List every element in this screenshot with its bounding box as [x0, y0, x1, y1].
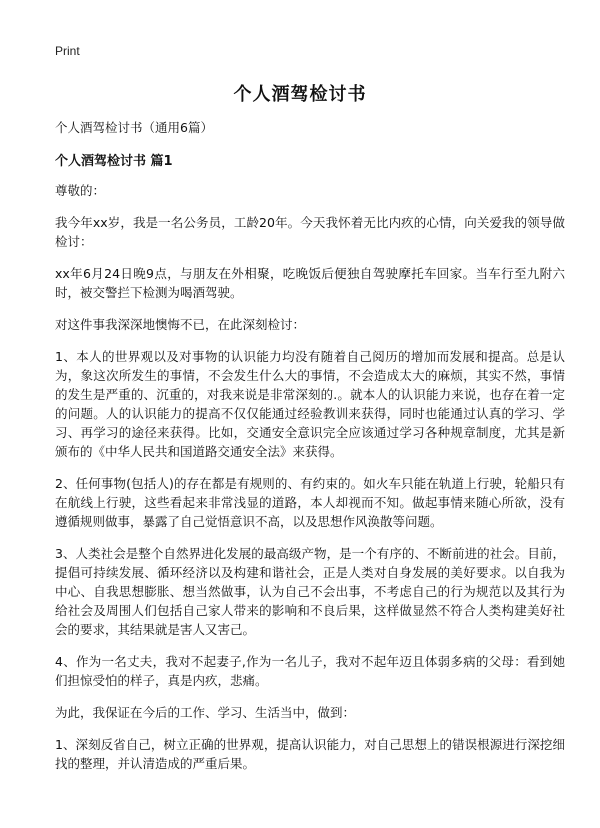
paragraph: 1、本人的世界观以及对事物的认识能力均没有随着自己阅历的增加而发展和提高。总是认为，象这次所发生的事情，不会发生什么大的事情，不会造成太大的麻烦，其实不然，事情的发生是严重的、沉重的，对我来说是非常深刻的.。就本人的认识能力来说，也存在着一定的问题。人的认识能力的提高不仅仅能通过经验教训来获得，同时也能通过认真的学习、学习、再学习的途径来获得。比如，交通安全意识完全应该通过学习各种规章制度，尤其是新颁布的《中华人民共和国道路交通安全法》来获得。: [55, 349, 565, 459]
paragraph: 3、人类社会是整个自然界进化发展的最高级产物，是一个有序的、不断前进的社会。目前，提倡可持续发展、循环经济以及构建和谐社会，正是人类对自身发展的美好要求。以自我为中心、自我思想膨胀、想当然做事，认为自己不会出事，不考虑自己的行为规范以及其行为给社会及周围人们包括自己家人带来的影响和不良后果，这样做显然不符合人类构建美好社会的要求，其结果就是害人又害己。: [55, 546, 565, 637]
paragraph: 4、作为一名丈夫，我对不起妻子,作为一名儿子，我对不起年迈且体弱多病的父母：看到她们担惊受怕的样子，真是内疚，悲痛。: [55, 654, 565, 688]
document-body: [55, 118, 565, 786]
document-subtitle: 个人酒驾检讨书（通用6篇）: [55, 120, 213, 135]
document-title: 个人酒驾检讨书: [233, 84, 367, 105]
paragraph: 2、任何事物(包括人)的存在都是有规则的、有约束的。如火车只能在轨道上行驶，轮船只有在航线上行驶，这些看起来非常浅显的道路，本人却视而不知。做起事情来随心所欲，没有遵循规则做事，暴露了自己觉悟意识不高，以及思想作风涣散等问题。: [55, 476, 565, 529]
paragraph: 对这件事我深深地懊悔不已，在此深刻检讨：: [55, 317, 306, 332]
section-heading: 个人酒驾检讨书 篇1: [55, 154, 173, 169]
paragraph: 我今年xx岁，我是一名公务员，工龄20年。今天我怀着无比内疚的心情，向关爱我的领导做检讨：: [55, 215, 565, 249]
print-label: Print: [55, 44, 80, 58]
paragraph: 为此，我保证在今后的工作、学习、生活当中，做到：: [55, 705, 356, 720]
salutation: 尊敬的：: [55, 183, 106, 198]
paragraph: xx年6月24日晚9点，与朋友在外相聚，吃晚饭后便独自驾驶摩托车回家。当车行至九附六时，被交警拦下检测为喝酒驾驶。: [55, 266, 565, 300]
paragraph: 1、深刻反省自己，树立正确的世界观，提高认识能力，对自己思想上的错误根源进行深挖细找的整理，并认清造成的严重后果。: [55, 737, 565, 771]
